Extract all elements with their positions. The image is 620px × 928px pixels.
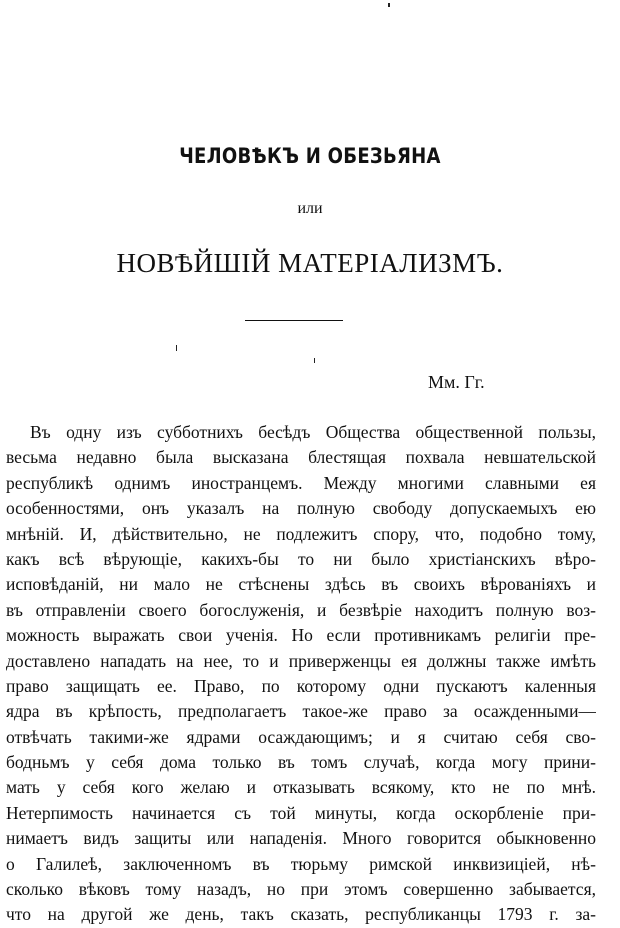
title-divider bbox=[245, 320, 343, 321]
chapter-subtitle: НОВѢЙШІЙ МАТЕРІАЛИЗМЪ. bbox=[116, 248, 504, 278]
text-line: особенностями, онъ указалъ на полную свободу допускаемыхъ ею bbox=[6, 498, 596, 519]
print-speck bbox=[176, 345, 177, 351]
text-line: ядра въ крѣпость, предполагаетъ такое-же право за осажденными— bbox=[6, 701, 596, 722]
text-line: бодньмъ у себя дома только въ томъ случаѣ, когда могу прини- bbox=[6, 752, 596, 773]
chapter-title: ЧЕЛОВѢКЪ И ОБЕЗЬЯНА bbox=[179, 144, 441, 168]
salutation: Мм. Гг. bbox=[428, 372, 485, 392]
text-line: отвѣчать такими-же ядрами осаждающимъ; и я считаю себя сво- bbox=[6, 726, 596, 747]
print-speck bbox=[314, 358, 315, 363]
text-line: что на другой же день, такъ сказать, республиканцы 1793 г. за- bbox=[6, 904, 596, 925]
text-line: мать у себя кого желаю и отказывать всякому, кто не по мнѣ. bbox=[6, 777, 596, 798]
text-line: доставлено нападать на нее, то и приверженцы ея должны также имѣть bbox=[6, 650, 596, 671]
text-line: какъ всѣ вѣрующіе, какихъ-бы то ни было христіанскихъ вѣро- bbox=[6, 548, 596, 569]
text-line: мнѣній. И, дѣйствительно, не подлежитъ спору, что, подобно тому, bbox=[6, 523, 596, 544]
text-line: можность выражать свои ученія. Но если противникамъ религіи пре- bbox=[6, 625, 596, 646]
text-line: Въ одну изъ субботнихъ бесѣдъ Общества общественной пользы, bbox=[30, 422, 596, 442]
text-line: весьма недавно была высказана блестящая похвала невшательской bbox=[6, 447, 596, 468]
text-line: республикѣ однимъ иностранцемъ. Между многими славными ея bbox=[6, 472, 596, 493]
text-line: сколько вѣковъ тому назадъ, но при этомъ совершенно забывается, bbox=[6, 879, 596, 900]
text-line: о Галилеѣ, заключенномъ въ тюрьму римской инквизиціей, нѣ- bbox=[6, 853, 596, 874]
text-line: въ отправленіи своего богослуженія, и безвѣріе находитъ полную воз- bbox=[6, 599, 596, 620]
text-line: нимаетъ видъ защиты или нападенія. Много говорится обыкновенно bbox=[6, 828, 596, 849]
body-paragraph bbox=[6, 420, 596, 928]
title-conjunction: или bbox=[297, 200, 323, 217]
text-line: право защищать ее. Право, по которому одни пускаютъ каленныя bbox=[6, 675, 596, 696]
text-line: Нетерпимость начинается съ той минуты, когда оскорбленіе при- bbox=[6, 802, 596, 823]
text-line: исповѣданій, ни мало не стѣснены здѣсь въ своихъ вѣрованіяхъ и bbox=[6, 574, 596, 595]
print-speck bbox=[388, 3, 390, 7]
